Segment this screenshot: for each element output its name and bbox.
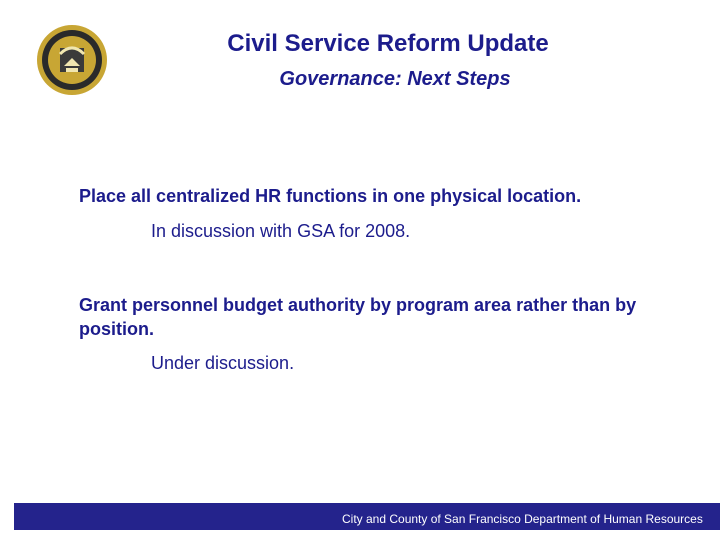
item-status-1: In discussion with GSA for 2008. — [151, 221, 411, 241]
item-status-2: Under discussion. — [151, 353, 295, 373]
item-heading-2: Grant personnel budget authority by program area rather than by position. — [79, 295, 637, 339]
page-subtitle: Governance: Next Steps — [279, 68, 511, 90]
item-heading-1: Place all centralized HR functions in one physical location. — [79, 186, 582, 206]
page-title: Civil Service Reform Update — [227, 30, 549, 57]
footer-text: City and County of San Francisco Department of Human Resources — [342, 512, 703, 526]
